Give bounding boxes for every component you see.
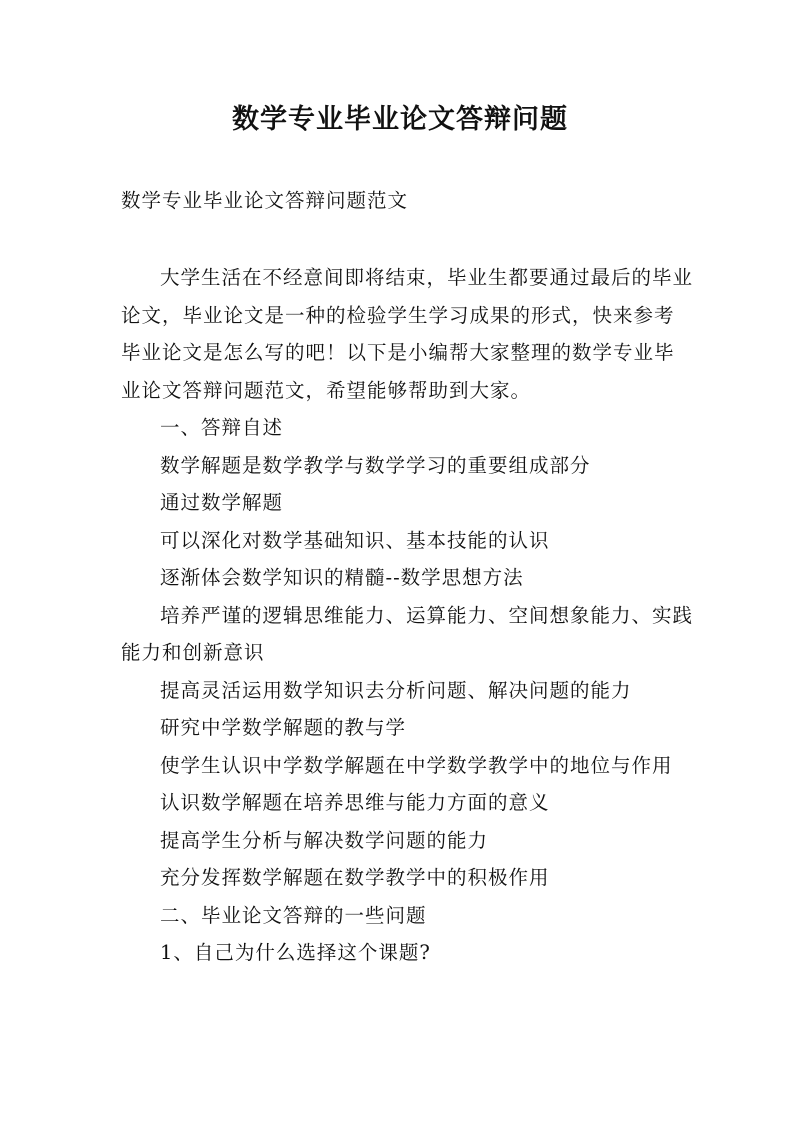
document-body <box>121 259 693 972</box>
document-subtitle: 数学专业毕业论文答辩问题范文 <box>121 189 409 212</box>
paragraph: 逐渐体会数学知识的精髓--数学思想方法 <box>160 566 524 589</box>
section-heading-1: 一、答辩自述 <box>160 416 284 439</box>
document-title: 数学专业毕业论文答辩问题 <box>232 104 568 135</box>
paragraph: 培养严谨的逻辑思维能力、运算能力、空间想象能力、实践能力和创新意识 <box>121 603 694 664</box>
paragraph: 数学解题是数学教学与数学学习的重要组成部分 <box>160 453 591 477</box>
paragraph: 提高学生分析与解决数学问题的能力 <box>160 828 489 852</box>
paragraph: 认识数学解题在培养思维与能力方面的意义 <box>160 791 550 814</box>
paragraph: 使学生认识中学数学解题在中学数学教学中的地位与作用 <box>160 753 673 777</box>
paragraph-intro: 大学生活在不经意间即将结束，毕业生都要通过最后的毕业论文，毕业论文是一种的检验学生学习成果的形式，快来参考毕业论文是怎么写的吧！以下是小编帮大家整理的数学专业毕业论文答辩问题范文，希望能够帮助到大家。 <box>121 266 694 402</box>
question-item: 1、自己为什么选择这个课题? <box>160 941 431 964</box>
paragraph: 提高灵活运用数学知识去分析问题、解决问题的能力 <box>160 678 632 702</box>
paragraph: 可以深化对数学基础知识、基本技能的认识 <box>160 528 550 552</box>
paragraph: 研究中学数学解题的教与学 <box>160 716 407 739</box>
section-heading-2: 二、毕业论文答辩的一些问题 <box>160 903 427 927</box>
paragraph: 通过数学解题 <box>160 491 284 514</box>
paragraph: 充分发挥数学解题在数学教学中的积极作用 <box>160 866 550 889</box>
